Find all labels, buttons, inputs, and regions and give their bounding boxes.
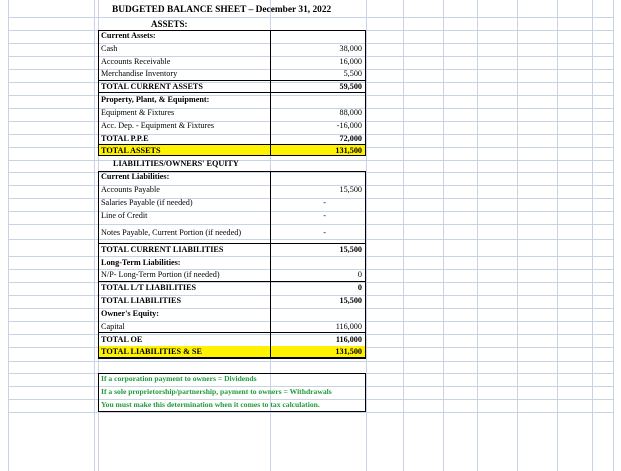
row-label[interactable]: TOTAL CURRENT ASSETS: [101, 82, 203, 91]
grid-hline: [8, 361, 613, 362]
grid-vline: [94, 0, 95, 471]
row-value[interactable]: 116,000: [335, 322, 362, 331]
row-label[interactable]: Owner's Equity:: [101, 309, 160, 318]
row-value[interactable]: 0: [357, 283, 362, 292]
row-divider: [98, 243, 366, 244]
row-value[interactable]: -16,000: [336, 121, 362, 130]
row-value[interactable]: 0: [357, 270, 362, 279]
row-divider: [98, 332, 366, 333]
grid-vline: [557, 0, 558, 471]
row-label[interactable]: TOTAL LIABILITIES & SE: [101, 347, 202, 356]
grid-vline: [592, 0, 593, 471]
row-label[interactable]: Notes Payable, Current Portion (if needed): [101, 228, 242, 237]
row-label[interactable]: Property, Plant, & Equipment:: [101, 95, 210, 104]
column-divider: [270, 30, 271, 156]
row-label[interactable]: Merchandise Inventory: [101, 69, 178, 78]
note-line[interactable]: If a corporation payment to owners = Dividends: [101, 374, 257, 383]
row-divider: [98, 92, 366, 93]
row-label[interactable]: Accounts Receivable: [101, 57, 171, 66]
row-value[interactable]: 15,500: [339, 245, 362, 254]
row-label[interactable]: TOTAL L/T LIABILITIES: [101, 283, 197, 292]
row-label[interactable]: TOTAL P.P.E: [101, 134, 149, 143]
liabilities-table-border: [98, 171, 366, 359]
row-divider: [98, 357, 366, 358]
row-label[interactable]: TOTAL CURRENT LIABILITIES: [101, 245, 224, 254]
grid-vline: [517, 0, 518, 471]
grid-hline: [8, 160, 613, 161]
row-divider: [98, 281, 366, 282]
row-value[interactable]: 72,000: [339, 134, 362, 143]
row-label[interactable]: Accounts Payable: [101, 185, 160, 194]
row-value[interactable]: -: [323, 198, 326, 207]
grid-vline: [366, 0, 367, 471]
row-label[interactable]: Salaries Payable (if needed): [101, 198, 193, 207]
note-line[interactable]: You must make this determination when it comes to tax calculation.: [101, 400, 320, 409]
note-line[interactable]: If a sole proprietorship/partnership, payment to owners = Withdrawals: [101, 387, 332, 396]
row-label[interactable]: Long-Term Liabilities:: [101, 258, 181, 267]
assets-table-border: [98, 30, 366, 156]
row-value[interactable]: 15,500: [339, 296, 362, 305]
row-value[interactable]: -: [323, 228, 326, 237]
grid-hline: [8, 412, 613, 413]
grid-vline: [613, 0, 614, 471]
liabilities-equity-header[interactable]: LIABILITIES/OWNERS' EQUITY: [113, 159, 239, 168]
row-label[interactable]: TOTAL ASSETS: [101, 146, 161, 155]
grid-hline: [8, 17, 613, 18]
row-value[interactable]: 16,000: [339, 57, 362, 66]
row-label[interactable]: TOTAL OE: [101, 335, 143, 344]
row-label[interactable]: Capital: [101, 322, 125, 331]
grid-vline: [8, 0, 9, 471]
row-value[interactable]: 15,500: [339, 185, 362, 194]
row-value[interactable]: -: [323, 211, 326, 220]
row-label[interactable]: Line of Credit: [101, 211, 148, 220]
row-label[interactable]: Cash: [101, 44, 118, 53]
grid-vline: [403, 0, 404, 471]
row-value[interactable]: 131,500: [335, 347, 362, 356]
row-value[interactable]: 116,000: [335, 335, 362, 344]
assets-header[interactable]: ASSETS:: [151, 19, 188, 29]
row-value[interactable]: 5,500: [343, 69, 362, 78]
row-divider: [98, 144, 366, 145]
row-label[interactable]: N/P- Long-Term Portion (if needed): [101, 270, 220, 279]
row-label[interactable]: Current Liabilities:: [101, 172, 170, 181]
row-label[interactable]: Equipment & Fixtures: [101, 108, 175, 117]
row-value[interactable]: 38,000: [339, 44, 362, 53]
row-value[interactable]: 59,500: [339, 82, 362, 91]
column-divider: [270, 171, 271, 359]
grid-vline: [443, 0, 444, 471]
row-value[interactable]: 88,000: [339, 108, 362, 117]
row-label[interactable]: TOTAL LIABILITIES: [101, 296, 182, 305]
grid-vline: [477, 0, 478, 471]
row-label[interactable]: Current Assets:: [101, 31, 156, 40]
row-value[interactable]: 131,500: [335, 146, 362, 155]
sheet-title[interactable]: BUDGETED BALANCE SHEET – December 31, 2022: [112, 5, 332, 15]
row-label[interactable]: Acc. Dep. - Equipment & Fixtures: [101, 121, 215, 130]
row-divider: [98, 80, 366, 81]
